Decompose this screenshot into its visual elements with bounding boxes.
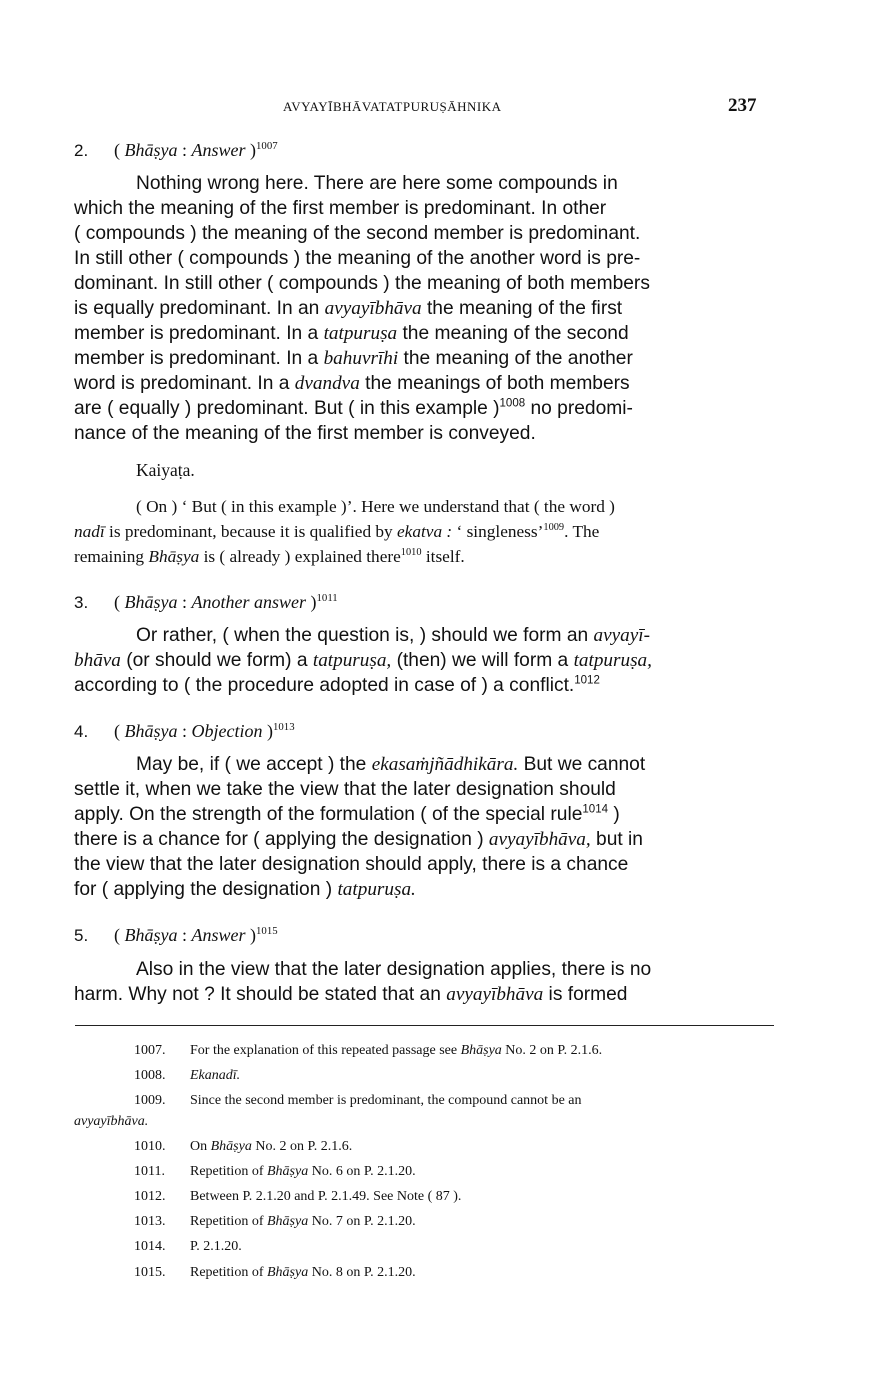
section-label: Answer — [191, 925, 246, 945]
text-line: there is a chance for ( applying the designation ) avyayībhāva, but in — [74, 829, 643, 850]
text-line: Also in the view that the later designation applies, there is no — [136, 959, 652, 980]
term: tatpuruṣa, — [573, 650, 652, 671]
page-number: 237 — [728, 95, 757, 116]
text-line: member is predominant. In a bahuvrīhi the meaning of the another — [74, 348, 633, 369]
term: avyayībhāva — [324, 298, 422, 319]
text-line: Nothing wrong here. There are here some compounds in — [136, 173, 618, 194]
kaiyata-paragraph — [74, 494, 774, 569]
text-line: bhāva (or should we form) a tatpuruṣa, (then) we will form a tatpuruṣa, — [74, 650, 652, 671]
text-line: Or rather, ( when the question is, ) should we form an avyayī- — [136, 625, 650, 646]
term: tatpuruṣa, — [312, 650, 392, 671]
term: avyayī- — [593, 625, 650, 646]
footnote-ref: 1010 — [400, 547, 422, 559]
section-number: 5. — [74, 926, 89, 945]
term: bahuvrīhi — [323, 348, 399, 369]
term: Bhāṣya — [148, 547, 200, 566]
footnote-ref: 1008 — [499, 397, 526, 410]
term: tatpuruṣa — [323, 323, 398, 344]
bhasya-label: Bhāṣya — [124, 925, 178, 945]
section-label: Another answer — [191, 592, 307, 612]
text-line: nadī is predominant, because it is qualified by ekatva : ‘ singleness’$^{1009}$. The — [74, 522, 600, 541]
text-line: for ( applying the designation ) tatpuruṣa. — [74, 879, 416, 900]
term: dvandva — [294, 373, 360, 394]
section-2-paragraph — [74, 171, 774, 446]
footnote-ref: 1012 — [574, 674, 600, 687]
term: tatpuruṣa. — [337, 879, 416, 900]
term: avyayībhāva, — [488, 829, 591, 850]
footnote-ref: 1015 — [256, 925, 278, 937]
text-line: word is predominant. In a dvandva the meanings of both members — [74, 373, 630, 394]
term: avyayībhāva — [446, 984, 544, 1005]
text-line: is equally predominant. In an avyayībhāva the meaning of the first — [74, 298, 623, 319]
text-line: ( compounds ) the meaning of the second member is predominant. — [74, 223, 641, 244]
text-line: May be, if ( we accept ) the ekasaṁjñādhikāra. But we cannot — [136, 754, 646, 775]
book-page: AVYAYĪBHĀVATATPURUṢĀHNIKA 237 2. ( Bhāṣya : Answer )$^{1007}$ Nothing wrong here. There are here some compounds in which the meaning of the first member is predominant. In other ( compounds ) the meaning of the second member is predominant. In still other ( compounds ) the meaning of the another word is pre- dominant. In still other ( compounds ) the meaning of both members is equally predominant. In an avyayībhāva the meaning of the first member is predominant. In a tatpuruṣa the meaning of the second member is predominant. In a bahuvrīhi the meaning of the another word is predominant. In a dvandva the meanings of both members are ( equally ) predominant. But ( in this example )$^{1008}$ no predomi- nance of the meaning of the first member is conveyed. Kaiyaṭa. ( On ) ‘ But ( in this example )’. Here we understand that ( the word ) nadī is predominant, because it is qualified by ekatva : ‘ singleness’$^{1009}$. The remaining Bhāṣya is ( already ) explained there$^{1010}$ itself. 3. ( Bhāṣya : Another answer )$^{1011}$ Or rather, ( when the question is, ) should we form an avyayī- bhāva (or should we form) a tatpuruṣa, (then) we will form a tatpuruṣa, according to ( the procedure adopted in case of ) a conflict.$^{1012}$ 4. ( Bhāṣya : Objection )$^{1013}$ May be, if ( we accept ) the ekasaṁjñādhikāra. But we cannot settle it, when we take the view that the later designation should apply. On the strength of the formulation ( of the special rule$^{1014}$ ) there is a chance for ( applying the designation ) avyayībhāva, but in the view that the later designation should apply, there is a chance for ( applying the designation ) tatpuruṣa. 5. ( Bhāṣya : Answer )$^{1015}$ Also in the view that the later designation applies, there is no harm. Why not ? It should be stated that an avyayībhāva is formed 1007. For the explanation of this repeated passage see Bhāṣya No. 2 on P. 2.1.6. 1008. Ekanadī. 1009. Since the second member is predominant, the compound cannot be an avyayībhāva. 1010. On Bhāṣya No. 2 on P. 2.1.6. 1011. Repetition of Bhāṣya No. 6 on P. 2.1.20. 1012. Between P. 2.1.20 and P. 2.1.49. See Note ( 87 ). 1013. Repetition of Bhāṣya No. 7 on P. 2.1.20. 1014. P. 2.1.20. 1015. Repetition of Bhāṣya No. 8 on P. 2.1.20. — [0, 0, 894, 1375]
section-4-heading: 4. ( Bhāṣya : Objection )$^{1013}$ — [74, 721, 295, 741]
text-line: which the meaning of the first member is predominant. In other — [74, 198, 607, 219]
section-5-paragraph — [74, 957, 774, 1007]
section-3-heading: 3. ( Bhāṣya : Another answer )$^{1011}$ — [74, 592, 338, 612]
text-line: remaining Bhāṣya is ( already ) explained there$^{1010}$ itself. — [74, 547, 465, 566]
section-2-heading: 2. ( Bhāṣya : Answer )$^{1007}$ — [74, 140, 278, 160]
running-head: AVYAYĪBHĀVATATPURUṢĀHNIKA — [283, 99, 502, 114]
section-3-paragraph — [74, 623, 774, 698]
footnote-ref: 1014 — [582, 803, 609, 816]
text-line: harm. Why not ? It should be stated that an avyayībhāva is formed — [74, 984, 628, 1005]
section-number: 4. — [74, 722, 89, 741]
text-line: according to ( the procedure adopted in case of ) a conflict.$^{1012}$ — [74, 674, 600, 696]
text-line: are ( equally ) predominant. But ( in this example )$^{1008}$ no predomi- — [74, 397, 633, 419]
footnote-rule — [75, 1025, 774, 1026]
page-header — [0, 95, 894, 119]
term: ekatva : — [397, 522, 453, 541]
text-line: nance of the meaning of the first member is conveyed. — [74, 423, 536, 444]
section-5-heading: 5. ( Bhāṣya : Answer )$^{1015}$ — [74, 925, 278, 945]
text-line: settle it, when we take the view that the later designation should — [74, 779, 616, 800]
section-4-paragraph — [74, 752, 774, 902]
bhasya-label: Bhāṣya — [124, 721, 178, 741]
section-label: Objection — [191, 721, 263, 741]
bhasya-label: Bhāṣya — [124, 140, 178, 160]
footnote-ref: 1011 — [316, 592, 338, 604]
text-line: dominant. In still other ( compounds ) the meaning of both members — [74, 273, 650, 294]
footnote-ref: 1013 — [273, 721, 295, 733]
term: nadī — [74, 522, 105, 541]
text-line: ( On ) ‘ But ( in this example )’. Here we understand that ( the word ) — [136, 497, 615, 516]
section-label: Answer — [191, 140, 246, 160]
footnote-ref: 1009 — [543, 522, 565, 534]
text-line: apply. On the strength of the formulation ( of the special rule$^{1014}$ ) — [74, 803, 620, 825]
term: bhāva — [74, 650, 121, 671]
section-number: 2. — [74, 141, 89, 160]
section-number: 3. — [74, 593, 89, 612]
text-line: the view that the later designation should apply, there is a chance — [74, 854, 629, 875]
term: ekasaṁjñādhikāra. — [371, 754, 519, 775]
bhasya-label: Bhāṣya — [124, 592, 178, 612]
footnote-ref: 1007 — [256, 140, 278, 152]
text-line: In still other ( compounds ) the meaning of the another word is pre- — [74, 248, 641, 269]
text-line: member is predominant. In a tatpuruṣa the meaning of the second — [74, 323, 629, 344]
kaiyata-heading: Kaiyaṭa. — [136, 460, 195, 480]
